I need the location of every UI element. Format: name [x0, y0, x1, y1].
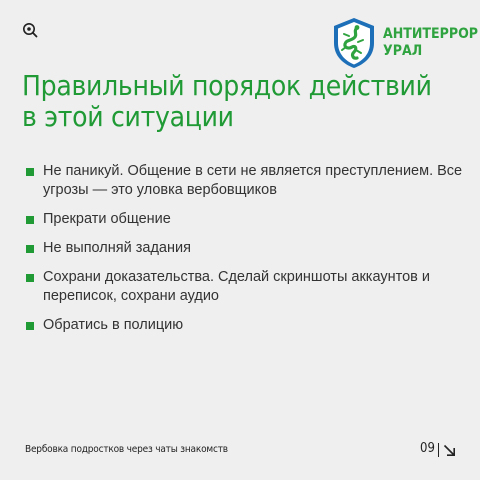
logo-line-1: АНТИТЕРРОР — [383, 26, 479, 42]
logo-line-2: УРАЛ — [383, 43, 423, 59]
divider — [438, 443, 439, 457]
target-icon — [22, 22, 38, 38]
list-item-text: Прекрати общение — [43, 211, 171, 227]
logo-text — [383, 26, 478, 60]
bullet-square — [26, 322, 34, 330]
list-item-text: Сохрани доказательства. Сделай скриншоты аккаунтов и переписок, сохрани аудио — [43, 269, 431, 304]
page-number: 09 — [420, 441, 435, 456]
bullet-square — [26, 274, 34, 282]
action-list — [26, 162, 466, 345]
list-item-text: Обратись в полицию — [43, 317, 184, 333]
list-item — [26, 162, 466, 200]
list-item — [26, 239, 466, 258]
list-item-text: Не выполняй задания — [43, 240, 191, 256]
list-item — [26, 210, 466, 229]
footer-caption: Вербовка подростков через чаты знакомств — [25, 444, 228, 455]
shield-lizard-icon — [331, 16, 377, 70]
bullet-square — [26, 168, 34, 176]
arrow-down-right-icon[interactable] — [443, 444, 456, 457]
list-item-text: Не паникуй. Общение в сети не является преступлением. Все угрозы — это уловка вербовщиков — [43, 163, 463, 198]
bullet-square — [26, 216, 34, 224]
title-line-2: в этой ситуации — [22, 100, 234, 133]
bullet-square — [26, 245, 34, 253]
list-item — [26, 268, 466, 306]
list-item — [26, 316, 466, 335]
logo — [331, 16, 479, 76]
title-line-1: Правильный порядок действий — [22, 69, 432, 102]
page-title — [22, 70, 462, 132]
